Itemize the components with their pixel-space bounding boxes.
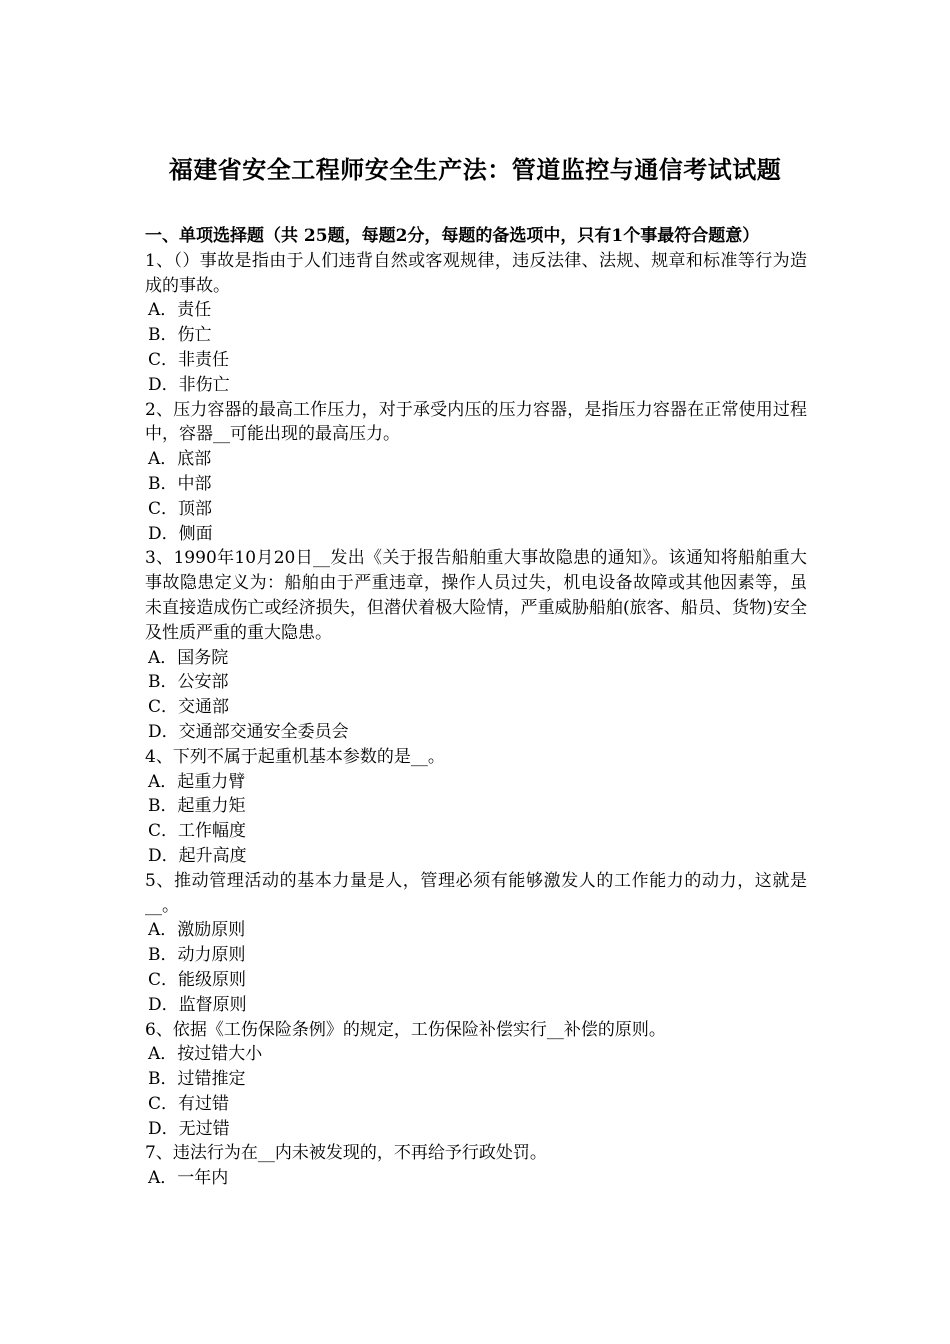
question-5 [145, 869, 807, 1018]
option-c: C．有过错 [148, 1093, 230, 1114]
option-d: D．侧面 [148, 523, 213, 544]
option-a: A．底部 [148, 449, 212, 470]
page-title: 福建省安全工程师安全生产法：管道监控与通信考试试题 [168, 155, 782, 184]
option-b: B．公安部 [148, 672, 229, 693]
question-text: 3、1990年10月20日__发出《关于报告船舶重大事故隐患的通知》。该通知将船舶重大事故隐患定义为：船舶由于严重违章，操作人员过失，机电设备故障或其他因素等，虽未直接造成伤亡或经济损失，但潜伏着极大险情，严重威胁船舶(旅客、船员、货物)安全及性质严重的重大隐患。 [145, 548, 807, 643]
question-2 [145, 398, 807, 547]
option-b: B．中部 [148, 473, 212, 494]
option-a: A．按过错大小 [148, 1044, 263, 1065]
question-text: 5、推动管理活动的基本力量是人，管理必须有能够激发人的工作能力的动力，这就是__。 [145, 870, 807, 916]
question-text: 2、压力容器的最高工作压力，对于承受内压的压力容器，是指压力容器在正常使用过程中，容器__可能出现的最高压力。 [145, 399, 807, 445]
option-b: B．动力原则 [148, 945, 246, 966]
question-1 [145, 249, 807, 398]
option-d: D．监督原则 [148, 994, 247, 1015]
section-heading: 一、单项选择题（共 25题，每题2分，每题的备选项中，只有1个事最符合题意） [145, 226, 760, 246]
option-a: A．激励原则 [148, 920, 246, 941]
option-b: B．起重力矩 [148, 796, 246, 817]
option-a: A．一年内 [148, 1168, 229, 1189]
option-a: A．国务院 [148, 647, 229, 668]
question-text: 4、下列不属于起重机基本参数的是__。 [145, 746, 445, 767]
question-list [145, 224, 807, 1191]
option-a: A．责任 [148, 300, 212, 321]
option-b: B．过错推定 [148, 1069, 246, 1090]
question-text: 7、违法行为在__内未被发现的，不再给予行政处罚。 [145, 1143, 547, 1164]
question-3 [145, 546, 807, 744]
option-c: C．能级原则 [148, 969, 247, 990]
option-b: B．伤亡 [148, 325, 212, 346]
question-4 [145, 745, 807, 869]
question-text: 1、（）事故是指由于人们违背自然或客观规律，违反法律、法规、规章和标准等行为造成的事故。 [145, 250, 807, 296]
option-a: A．起重力臂 [148, 771, 246, 792]
question-text: 6、依据《工伤保险条例》的规定，工伤保险补偿实行__补偿的原则。 [145, 1019, 666, 1040]
option-d: D．起升高度 [148, 845, 247, 866]
option-c: C．非责任 [148, 349, 230, 370]
option-d: D．非伤亡 [148, 374, 230, 395]
option-d: D．无过错 [148, 1118, 230, 1139]
option-d: D．交通部交通安全委员会 [148, 721, 349, 742]
option-c: C．交通部 [148, 697, 230, 718]
option-c: C．顶部 [148, 498, 213, 519]
question-6 [145, 1018, 807, 1142]
option-c: C．工作幅度 [148, 821, 247, 842]
question-7 [145, 1141, 807, 1191]
